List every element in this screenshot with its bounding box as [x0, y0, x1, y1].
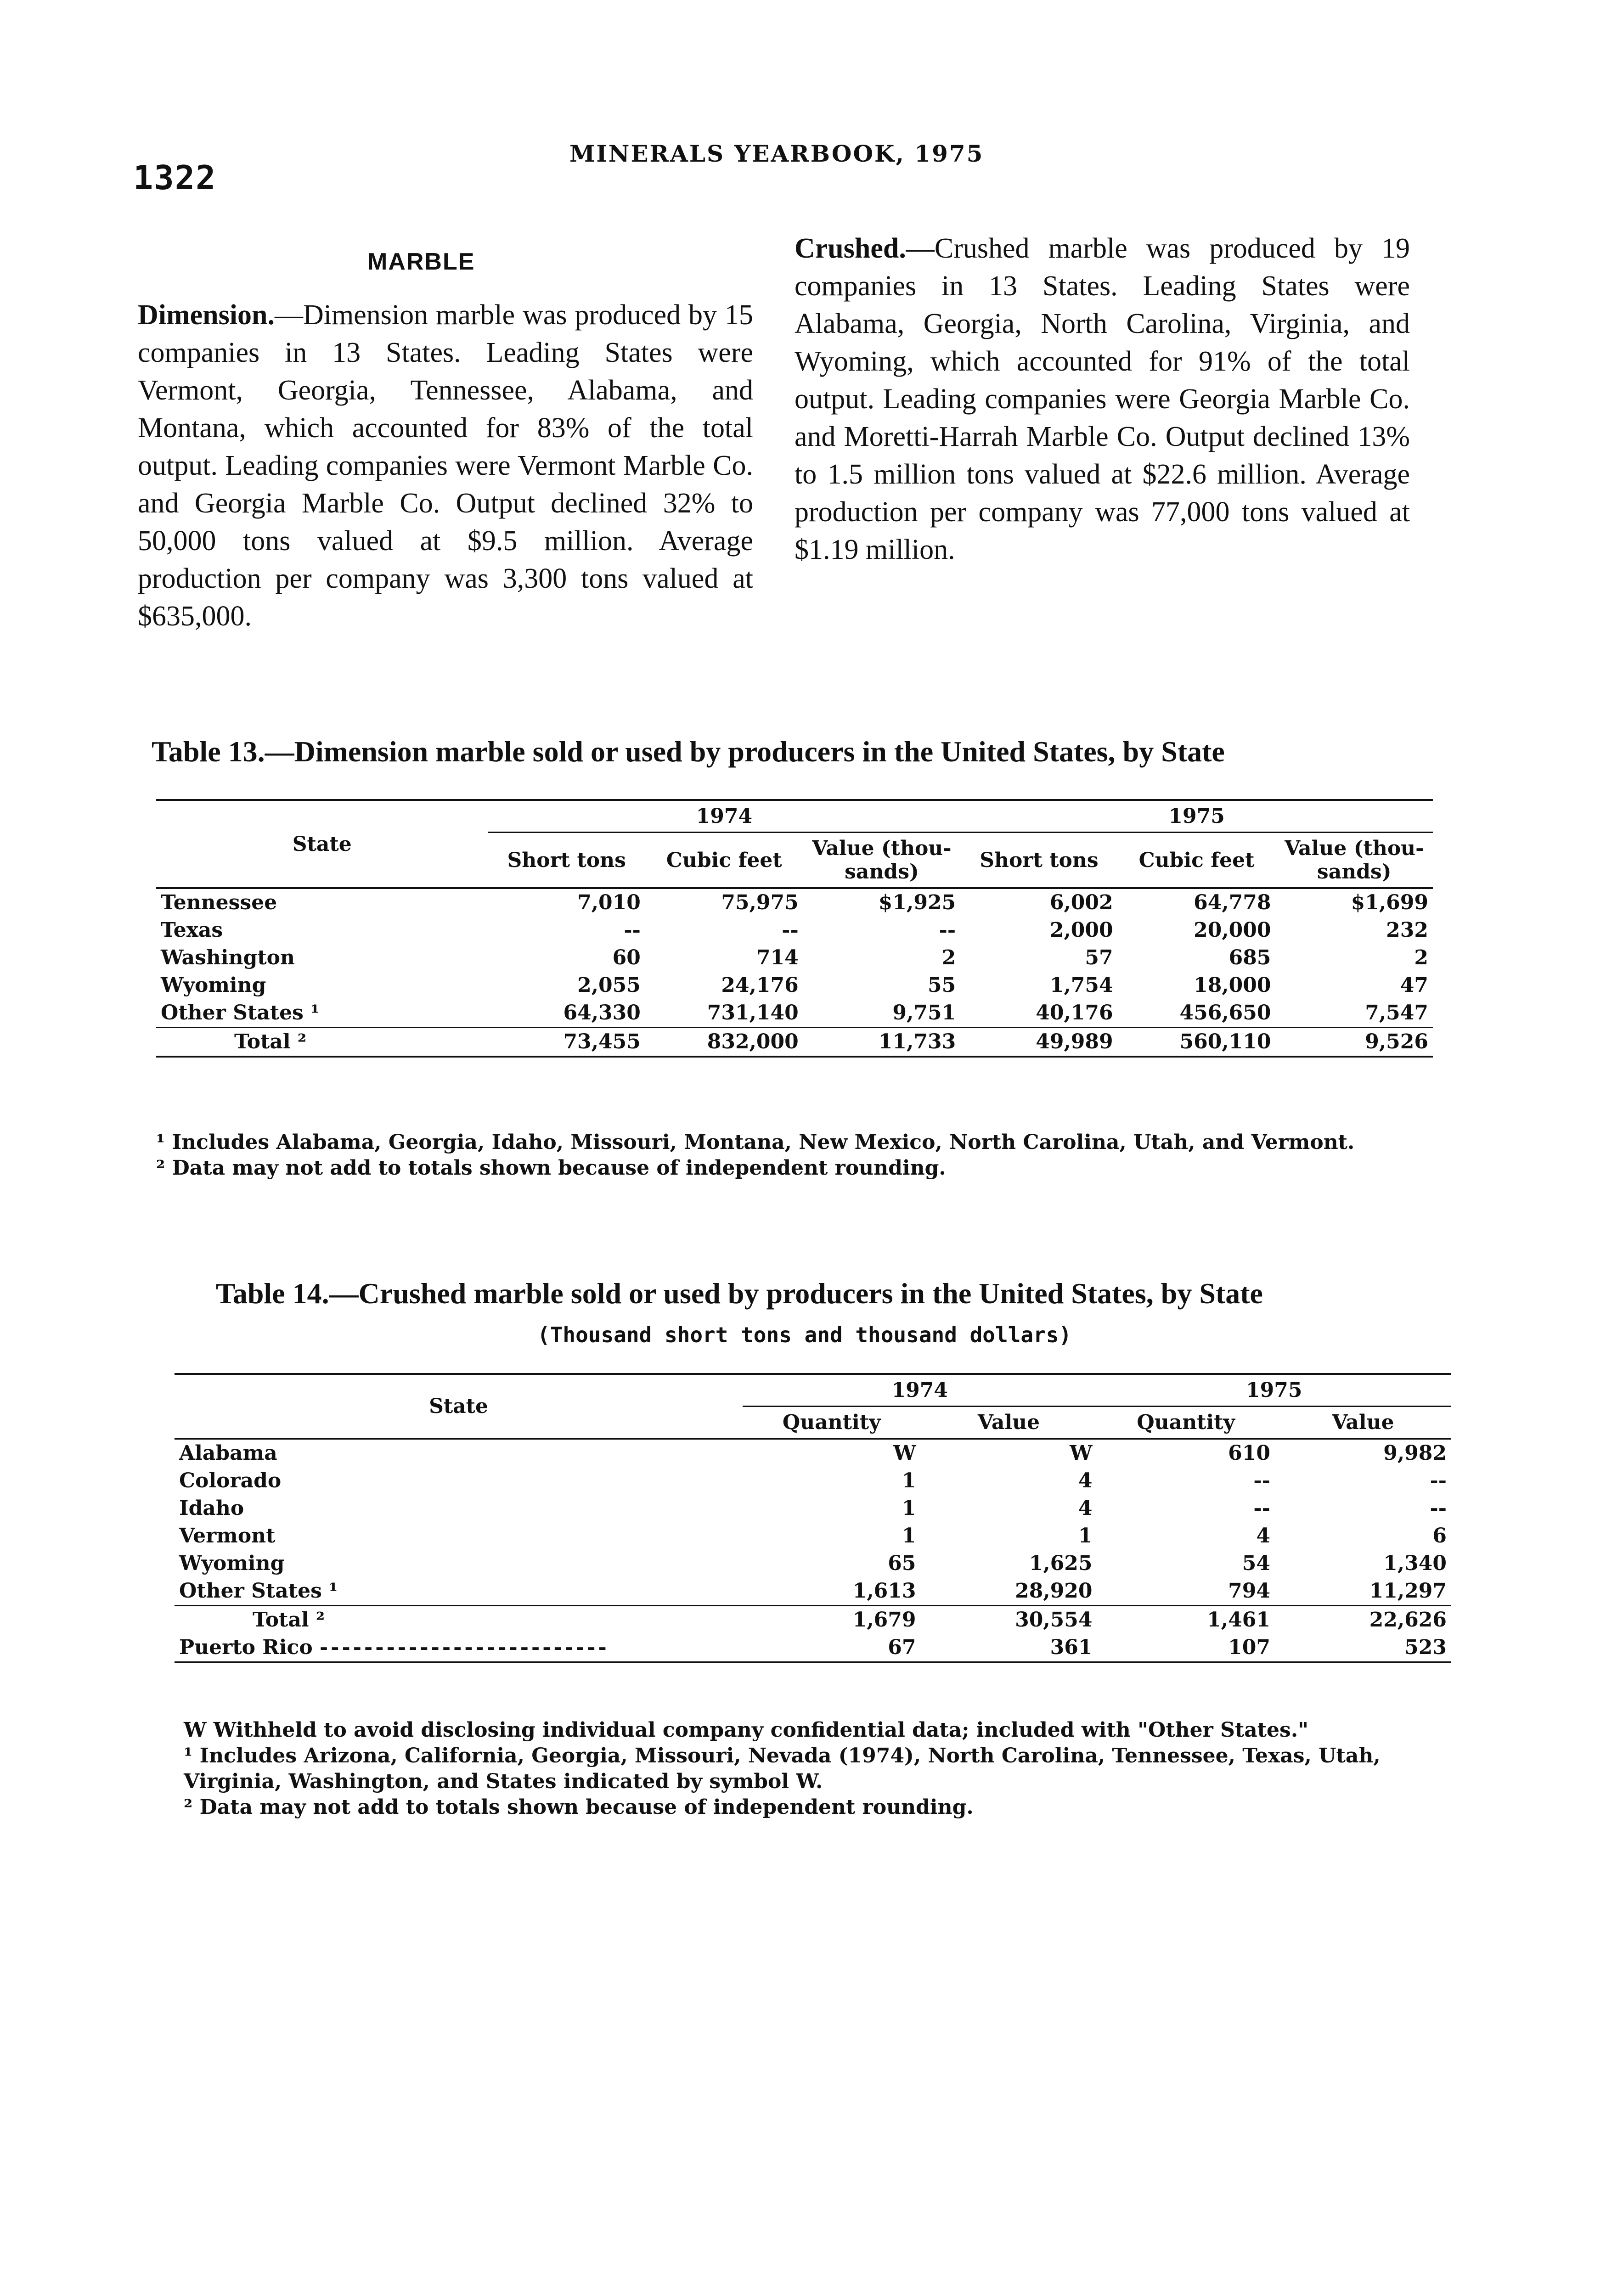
table14-subtitle: (Thousand short tons and thousand dollars) — [537, 1322, 1072, 1347]
table13-col-cubic-1975: Cubic feet — [1138, 848, 1255, 872]
table13-cell-v75: 7,547 — [1365, 1001, 1428, 1024]
table14-cell-v74: W — [1070, 1441, 1093, 1465]
table13-col-state: State — [156, 800, 488, 888]
table14-col-quantity-1975: Quantity — [1137, 1411, 1235, 1434]
table14-cell-q75: 794 — [1228, 1579, 1270, 1603]
table-row — [156, 944, 1433, 972]
table13-cell-c75: 64,778 — [1194, 891, 1271, 914]
page-number: 1322 — [133, 158, 217, 197]
dimension-paragraph — [138, 296, 753, 635]
table14-row-state: Vermont — [179, 1524, 276, 1548]
section-title: MARBLE — [367, 248, 475, 275]
table14-puerto-rico-label: Puerto Rico -------------------------- — [179, 1636, 609, 1659]
table14-col-quantity-1974: Quantity — [782, 1411, 881, 1434]
table14-cell-v74: 1 — [1078, 1524, 1093, 1548]
table13-cell-s74: 60 — [612, 946, 641, 969]
table13-total-s74: 73,455 — [563, 1030, 641, 1053]
table14-puerto-rico-q75: 107 — [1228, 1636, 1270, 1659]
table-row — [156, 999, 1433, 1028]
table-row — [156, 972, 1433, 999]
table13-note-2: ² Data may not add to totals shown because of independent rounding. — [156, 1156, 946, 1180]
table14-cell-q75: -- — [1253, 1497, 1270, 1520]
table13-cell-s74: 2,055 — [577, 974, 641, 997]
table13-col-cubic-1974: Cubic feet — [666, 848, 782, 872]
table13-total-s75: 49,989 — [1036, 1030, 1113, 1053]
table13-cell-s75: 40,176 — [1036, 1001, 1113, 1024]
table14-cell-q75: 610 — [1228, 1441, 1270, 1465]
table13-year-1975: 1975 — [960, 800, 1433, 833]
table13-row-state: Wyoming — [161, 974, 266, 997]
table14-total-q75: 1,461 — [1207, 1608, 1270, 1632]
table14 — [175, 1373, 1451, 1663]
dimension-label: Dimension. — [138, 299, 275, 331]
table13-cell-s74: 7,010 — [577, 891, 641, 914]
table13-cell-c75: 20,000 — [1194, 918, 1271, 942]
table-row — [175, 1550, 1451, 1577]
table13-col-value-1975: Value (thousands) — [1285, 837, 1424, 884]
table-row — [175, 1577, 1451, 1606]
table13-cell-s75: 6,002 — [1049, 891, 1113, 914]
table14-col-value-1974: Value — [977, 1411, 1040, 1434]
table13 — [156, 799, 1433, 1058]
table13-cell-v75: 232 — [1386, 918, 1428, 942]
table14-puerto-rico-v75: 523 — [1404, 1636, 1447, 1659]
table13-cell-c74: 714 — [756, 946, 799, 969]
table14-cell-v74: 4 — [1078, 1469, 1093, 1492]
table13-cell-v75: 2 — [1414, 946, 1428, 969]
table13-row-state: Tennessee — [161, 891, 277, 914]
table13-col-value-1974: Value (thousands) — [812, 837, 952, 884]
crushed-label: Crushed. — [795, 233, 906, 264]
right-column — [795, 230, 1410, 568]
table14-row-state: Idaho — [179, 1497, 244, 1520]
table14-cell-q75: 4 — [1256, 1524, 1270, 1548]
table14-year-1974: 1974 — [743, 1374, 1097, 1407]
table13-note-1: ¹ Includes Alabama, Georgia, Idaho, Missouri, Montana, New Mexico, North Carolina, Utah, and Vermont. — [156, 1131, 1355, 1154]
table14-row-state: Colorado — [179, 1469, 282, 1492]
table-row — [175, 1439, 1451, 1467]
table13-title: Table 13.—Dimension marble sold or used by producers in the United States, by State — [152, 735, 1225, 768]
table14-title: Table 14.—Crushed marble sold or used by producers in the United States, by State — [216, 1277, 1263, 1310]
table14-cell-v74: 1,625 — [1029, 1552, 1093, 1575]
table14-total-v74: 30,554 — [1015, 1608, 1093, 1632]
table14-note-2: ² Data may not add to totals shown because of independent rounding. — [184, 1795, 974, 1819]
table14-cell-q74: 65 — [888, 1552, 916, 1575]
table13-cell-v75: 47 — [1400, 974, 1428, 997]
table14-cell-v75: 11,297 — [1369, 1579, 1447, 1603]
table13-cell-c75: 685 — [1228, 946, 1271, 969]
table-row — [156, 888, 1433, 917]
table14-cell-q75: -- — [1253, 1469, 1270, 1492]
table14-col-value-1975: Value — [1332, 1411, 1394, 1434]
table13-row-state: Other States ¹ — [161, 1001, 320, 1024]
table14-cell-v75: 1,340 — [1383, 1552, 1447, 1575]
left-column — [138, 230, 753, 635]
table13-cell-v74: 9,751 — [892, 1001, 956, 1024]
table14-cell-v75: 9,982 — [1383, 1441, 1447, 1465]
table13-cell-s75: 2,000 — [1049, 918, 1113, 942]
table14-row-state: Alabama — [179, 1441, 277, 1465]
table14-cell-q74: 1 — [902, 1497, 916, 1520]
table13-row-state: Washington — [161, 946, 295, 969]
table14-cell-q74: 1 — [902, 1524, 916, 1548]
table13-cell-v74: 55 — [927, 974, 956, 997]
table14-cell-q74: W — [893, 1441, 916, 1465]
table13-cell-c75: 18,000 — [1194, 974, 1271, 997]
table13-col-short-1975: Short tons — [980, 848, 1099, 872]
table14-col-state: State — [175, 1374, 743, 1439]
table14-cell-v75: 6 — [1432, 1524, 1447, 1548]
table13-cell-v74: -- — [939, 918, 956, 942]
dimension-text: —Dimension marble was produced by 15 companies in 13 States. Leading States were Vermont, Georgia, Tennessee, Alabama, and Montana, which accounted for 83% of the total output. Leading companies were Vermont Marble Co. and Georgia Marble Co. Output declined 32% to 50,000 tons valued at $9.5 million. Average production per company was 3,300 tons valued at $635,000. — [138, 299, 753, 632]
table13-cell-c74: 24,176 — [721, 974, 799, 997]
table14-cell-q74: 1 — [902, 1469, 916, 1492]
table13-total-label: Total ² — [234, 1030, 307, 1053]
table13-cell-c74: 731,140 — [707, 1001, 799, 1024]
table14-cell-v75: -- — [1430, 1469, 1447, 1492]
table13-cell-s74: -- — [624, 918, 641, 942]
table13-total-v75: 9,526 — [1365, 1030, 1428, 1053]
crushed-text: —Crushed marble was produced by 19 companies in 13 States. Leading States were Alabama, Georgia, North Carolina, Virginia, and Wyoming, which accounted for 91% of the total output. Leading companies were Georgia Marble Co. and Moretti-Harrah Marble Co. Output declined 13% to 1.5 million tons valued at $22.6 million. Average production per company was 77,000 tons valued at $1.19 million. — [795, 233, 1410, 565]
table14-notes — [184, 1717, 1470, 1820]
table14-cell-v74: 4 — [1078, 1497, 1093, 1520]
table14-cell-q74: 1,613 — [852, 1579, 916, 1603]
table14-total-label: Total ² — [253, 1608, 325, 1632]
table14-total-v75: 22,626 — [1369, 1608, 1447, 1632]
table13-cell-c74: 75,975 — [721, 891, 799, 914]
table13-cell-c74: -- — [782, 918, 799, 942]
table14-puerto-rico-q74: 67 — [888, 1636, 916, 1659]
table14-cell-v74: 28,920 — [1015, 1579, 1093, 1603]
table13-cell-s74: 64,330 — [563, 1001, 641, 1024]
table14-year-1975: 1975 — [1097, 1374, 1451, 1407]
table13-notes — [156, 1130, 1442, 1181]
table13-cell-v74: $1,925 — [878, 891, 956, 914]
table13-year-1974: 1974 — [488, 800, 960, 833]
table-row — [175, 1495, 1451, 1522]
table13-total-v74: 11,733 — [878, 1030, 956, 1053]
table13-cell-c75: 456,650 — [1179, 1001, 1271, 1024]
table13-total-c75: 560,110 — [1179, 1030, 1271, 1053]
table14-total-q74: 1,679 — [852, 1608, 916, 1632]
table14-row-state: Wyoming — [179, 1552, 285, 1575]
table13-total-c74: 832,000 — [707, 1030, 799, 1053]
table13-cell-s75: 57 — [1085, 946, 1113, 969]
table14-note-1: ¹ Includes Arizona, California, Georgia, Missouri, Nevada (1974), North Carolina, Tennessee, Texas, Utah, Virginia, Washington, and States indicated by symbol W. — [184, 1744, 1381, 1793]
table14-note-w: W Withheld to avoid disclosing individual company confidential data; included with "Other States." — [184, 1718, 1309, 1742]
table14-cell-v75: -- — [1430, 1497, 1447, 1520]
table13-cell-v74: 2 — [941, 946, 956, 969]
table13-cell-s75: 1,754 — [1049, 974, 1113, 997]
table14-puerto-rico-v74: 361 — [1050, 1636, 1093, 1659]
table14-cell-q75: 54 — [1242, 1552, 1270, 1575]
running-head: MINERALS YEARBOOK, 1975 — [569, 140, 984, 167]
table-row — [175, 1467, 1451, 1495]
table-row — [156, 917, 1433, 944]
table13-col-short-1974: Short tons — [507, 848, 626, 872]
table14-row-state: Other States ¹ — [179, 1579, 338, 1603]
table13-cell-v75: $1,699 — [1351, 891, 1428, 914]
table-row — [175, 1522, 1451, 1550]
table13-row-state: Texas — [161, 918, 223, 942]
crushed-paragraph — [795, 230, 1410, 568]
